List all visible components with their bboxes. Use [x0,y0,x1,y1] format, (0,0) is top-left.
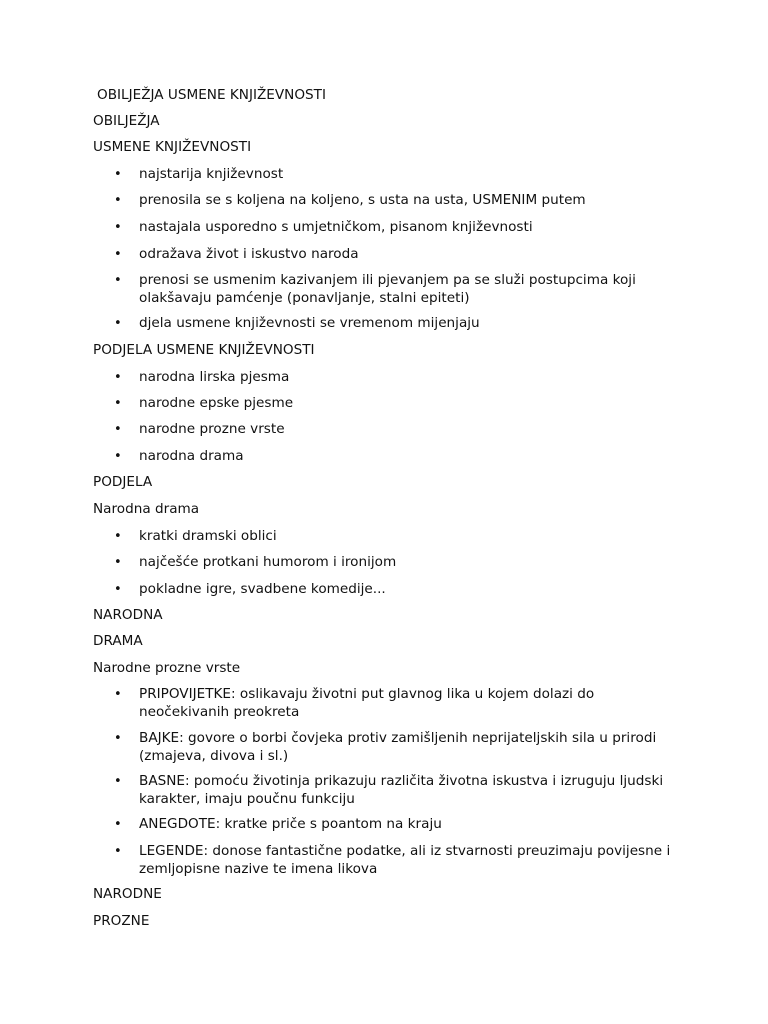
list-item-drama: • najčešće protkani humorom i ironijom [139,554,679,572]
list-item-prose: • LEGENDE: donose fantastične podatke, ali iz stvarnosti preuzimaju povijesne i zemljopisne nazive te imena likova [139,843,679,878]
list-item-feature: • djela usmene književnosti se vremenom mijenjaju [139,315,679,333]
heading-podjela: PODJELA [93,474,153,490]
list-item-division: • narodna drama [139,448,679,466]
heading-narodne: NARODNE [93,886,162,902]
list-item-feature: • odražava život i iskustvo naroda [139,246,679,264]
heading-narodna: NARODNA [93,607,163,623]
list-item-drama: • pokladne igre, svadbene komedije... [139,581,679,599]
heading-podjela-usmene: PODJELA USMENE KNJIŽEVNOSTI [93,342,315,358]
heading-prozne: PROZNE [93,913,150,929]
list-item-prose: • BAJKE: govore o borbi čovjeka protiv zamišljenih neprijateljskih sila u prirodi (zmajeva, divova i sl.) [139,730,679,765]
heading-narodna-drama: Narodna drama [93,501,200,517]
heading-obiljezja: OBILJEŽJA [93,113,160,129]
list-item-feature: • nastajala usporedno s umjetničkom, pisanom književnosti [139,219,679,237]
heading-usmene-knjizevnosti: USMENE KNJIŽEVNOSTI [93,139,252,155]
list-item-prose: • BASNE: pomoću životinja prikazuju različita životna iskustva i izruguju ljudski karakter, imaju poučnu funkciju [139,773,679,808]
heading-narodne-prozne-vrste: Narodne prozne vrste [93,660,241,676]
list-item-prose: • ANEGDOTE: kratke priče s poantom na kraju [139,816,679,834]
list-item-division: • narodna lirska pjesma [139,369,679,387]
list-item-feature: • prenosila se s koljena na koljeno, s usta na usta, USMENIM putem [139,192,679,210]
list-item-feature: • najstarija književnost [139,166,679,184]
list-item-prose: • PRIPOVIJETKE: oslikavaju životni put glavnog lika u kojem dolazi do neočekivanih preokreta [139,686,679,721]
list-item-feature: • prenosi se usmenim kazivanjem ili pjevanjem pa se služi postupcima koji olakšavaju pamćenje (ponavljanje, stalni epiteti) [139,272,679,307]
list-item-division: • narodne prozne vrste [139,421,679,439]
list-item-division: • narodne epske pjesme [139,395,679,413]
list-item-drama: • kratki dramski oblici [139,528,679,546]
heading-drama: DRAMA [93,633,143,649]
document-title: OBILJEŽJA USMENE KNJIŽEVNOSTI [97,87,326,103]
